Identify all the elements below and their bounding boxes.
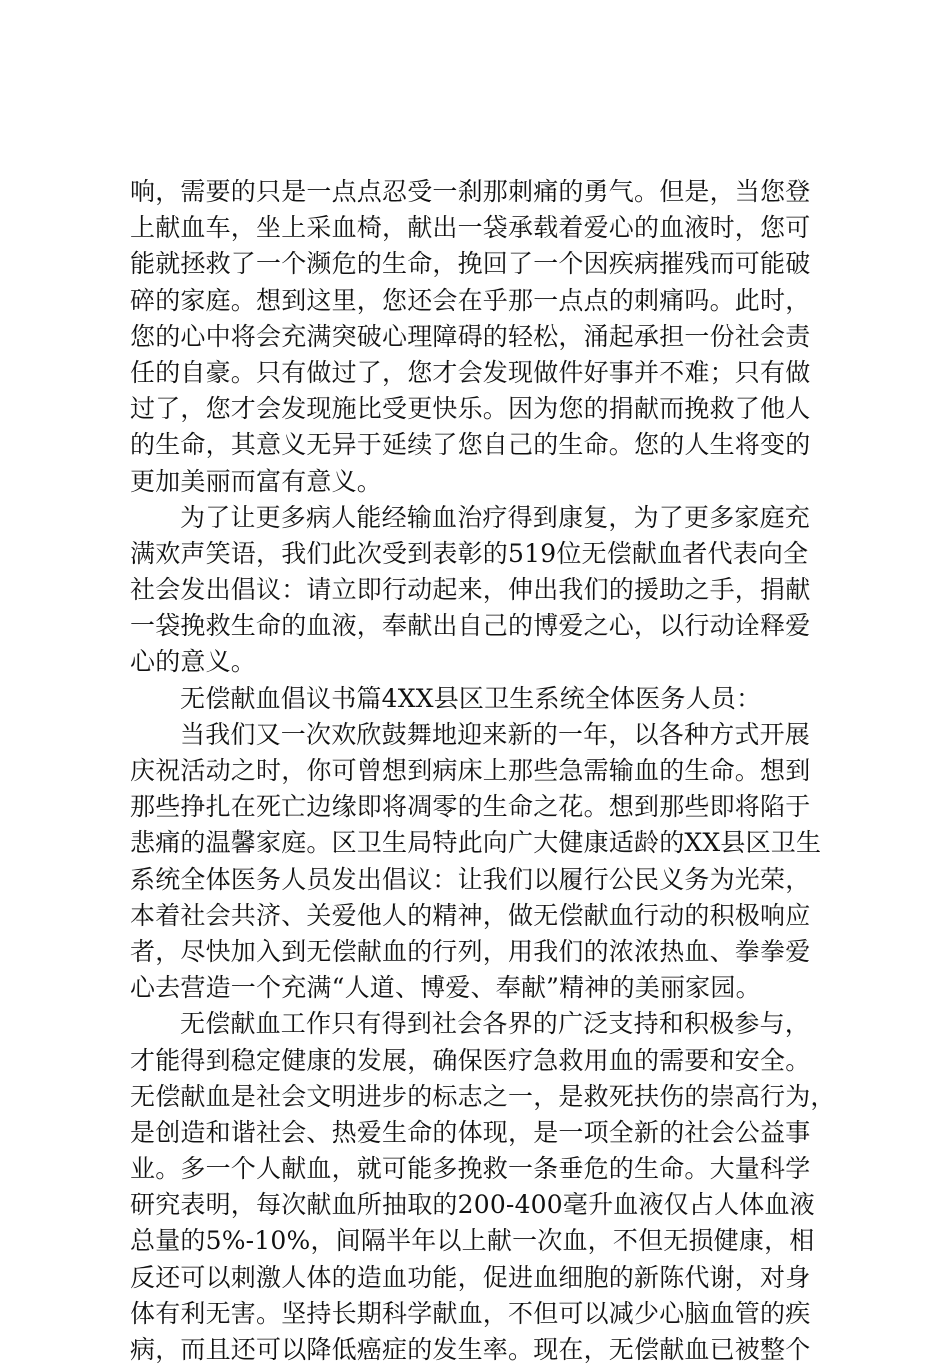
- text-line: 满欢声笑语，我们此次受到表彰的519位无偿献血者代表向全: [130, 538, 809, 568]
- text-line: 无偿献血是社会文明进步的标志之一，是救死扶伤的崇高行为，: [130, 1081, 836, 1111]
- text-line: 反还可以刺激人体的造血功能，促进血细胞的新陈代谢，对身: [130, 1262, 811, 1292]
- text-line: 上献血车，坐上采血椅，献出一袋承载着爱心的血液时，您可: [130, 213, 811, 243]
- text-line: 一袋挽救生命的血液，奉献出自己的博爱之心，以行动诠释爱: [130, 611, 811, 641]
- text-line: 响，需要的只是一点点忍受一刹那刺痛的勇气。但是，当您登: [130, 177, 811, 206]
- text-line: 研究表明，每次献血所抽取的200-400毫升血液仅占人体血液: [130, 1190, 815, 1220]
- text-line: 才能得到稳定健康的发展，确保医疗急救用血的需要和安全。: [130, 1045, 811, 1075]
- text-line: 社会发出倡议：请立即行动起来，伸出我们的援助之手，捐献: [130, 575, 811, 605]
- text-line: 过了，您才会发现施比受更快乐。因为您的捐献而挽救了他人: [130, 394, 811, 424]
- text-line: 庆祝活动之时，你可曾想到病床上那些急需输血的生命。想到: [130, 756, 811, 785]
- text-line: 更加美丽而富有意义。: [130, 466, 383, 496]
- text-line: 悲痛的温馨家庭。区卫生局特此向广大健康适龄的XX县区卫生: [130, 828, 822, 858]
- text-line: 能就拯救了一个濒危的生命，挽回了一个因疾病摧残而可能破: [130, 249, 811, 279]
- text-line: 碎的家庭。想到这里，您还会在乎那一点点的刺痛吗。此时，: [130, 285, 811, 315]
- text-line: 无偿献血倡议书篇4XX县区卫生系统全体医务人员：: [180, 683, 762, 713]
- text-line: 心去营造一个充满“人道、博爱、奉献”精神的美丽家园。: [130, 973, 761, 1003]
- text-line: 任的自豪。只有做过了，您才会发现做件好事并不难；只有做: [130, 357, 811, 387]
- text-line: 为了让更多病人能经输血治疗得到康复，为了更多家庭充: [180, 502, 811, 532]
- text-line: 当我们又一次欢欣鼓舞地迎来新的一年，以各种方式开展: [180, 719, 811, 749]
- text-line: 者，尽快加入到无偿献血的行列，用我们的浓浓热血、拳拳爱: [130, 936, 811, 966]
- text-line: 无偿献血工作只有得到社会各界的广泛支持和积极参与，: [180, 1009, 811, 1039]
- text-line: 您的心中将会充满突破心理障碍的轻松，涌起承担一份社会责: [130, 321, 811, 351]
- text-line: 心的意义。: [130, 647, 257, 677]
- text-line: 业。多一个人献血，就可能多挽救一条垂危的生命。大量科学: [130, 1154, 811, 1184]
- text-line: 的生命，其意义无异于延续了您自己的生命。您的人生将变的: [130, 430, 811, 460]
- text-line: 体有利无害。坚持长期科学献血，不但可以减少心脑血管的疾: [130, 1298, 811, 1328]
- document-body: [130, 174, 836, 1368]
- text-line: 病，而且还可以降低癌症的发生率。现在，无偿献血已被整个: [130, 1335, 811, 1364]
- text-line: 本着社会共济、关爱他人的精神，做无偿献血行动的积极响应: [130, 900, 811, 930]
- text-line: 总量的5%-10%，间隔半年以上献一次血，不但无损健康，相: [130, 1226, 815, 1256]
- text-line: 系统全体医务人员发出倡议：让我们以履行公民义务为光荣，: [130, 864, 811, 894]
- text-line: 那些挣扎在死亡边缘即将凋零的生命之花。想到那些即将陷于: [130, 792, 811, 822]
- text-line: 是创造和谐社会、热爱生命的体现，是一项全新的社会公益事: [130, 1117, 811, 1147]
